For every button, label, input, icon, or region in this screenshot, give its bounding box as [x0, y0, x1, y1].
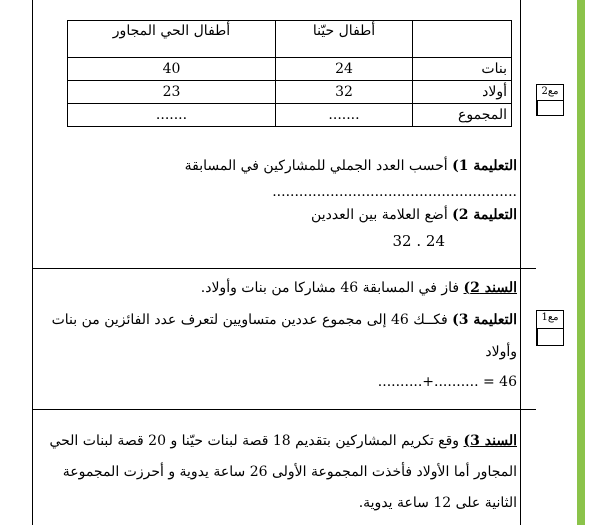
sanad-3-line-1: [49, 433, 517, 449]
task-3-continuation: وأولاد: [485, 344, 517, 360]
green-margin-bar: [577, 0, 585, 525]
score-cell[interactable]: [537, 329, 551, 346]
score-box-1: [536, 84, 564, 116]
data-table: [67, 20, 512, 127]
score-cell[interactable]: [537, 101, 551, 116]
table-header-cell: أطفال الحي المجاور: [68, 21, 276, 58]
row-label: أولاد: [413, 81, 512, 104]
sanad-3-line-2: المجاور أما الأولاد فأخذت المجموعة الأولى 26 ساعة يدوية و أحرزت المجموعة: [62, 464, 517, 480]
task-1-text: أحسب العدد الجملي للمشاركين في المسابقة: [184, 158, 453, 174]
sanad-3-line-3: الثانية على 12 ساعة يدوية.: [358, 495, 517, 511]
table-cell: .......: [68, 104, 276, 127]
task-1-answer-line[interactable]: .......................................................: [272, 184, 517, 200]
table-header-row: [68, 21, 512, 58]
table-cell: .......: [276, 104, 413, 127]
score-box-cells[interactable]: [537, 329, 563, 346]
sanad-2: [201, 280, 517, 296]
task-1-label: التعليمة 1): [452, 158, 517, 174]
task-2-label: التعليمة 2): [452, 207, 517, 223]
task-2: [311, 207, 517, 223]
table-cell: 32: [276, 81, 413, 104]
score-cell[interactable]: [551, 329, 564, 346]
table-cell: 24: [276, 58, 413, 81]
table-row: [68, 104, 512, 127]
score-box-label: مع2: [537, 85, 563, 101]
task-2-text: أضع العلامة بين العددين: [311, 207, 453, 223]
section-divider-1: [33, 268, 536, 269]
left-border: [32, 0, 33, 525]
decomposition-answer[interactable]: 46 = ..........+..........: [377, 374, 517, 390]
sanad-3-text-1: وقع تكريم المشاركين بتقديم 18 قصة لبنات حيّنا و 20 قصة لبنات الحي: [49, 433, 464, 449]
table-header-cell: أطفال حيّنا: [276, 21, 413, 58]
section-divider-2: [33, 409, 536, 410]
sanad-2-text: فاز في المسابقة 46 مشاركا من بنات وأولاد.: [200, 280, 464, 296]
table-cell: 23: [68, 81, 276, 104]
right-border: [520, 0, 521, 525]
score-box-cells[interactable]: [537, 101, 563, 116]
row-label: المجموع: [413, 104, 512, 127]
task-3-label: التعليمة 3): [452, 312, 517, 328]
compare-numbers[interactable]: 32 . 24: [392, 232, 445, 250]
table-row: [68, 81, 512, 104]
task-1: [185, 158, 517, 174]
table-cell: 40: [68, 58, 276, 81]
table-header-cell: [413, 21, 512, 58]
score-cell[interactable]: [551, 101, 564, 116]
sanad-3-label: السند 3): [463, 433, 517, 449]
score-box-label: مع1: [537, 311, 563, 329]
task-3: [52, 312, 517, 328]
score-box-2: [536, 310, 564, 346]
sanad-2-label: السند 2): [463, 280, 517, 296]
row-label: بنات: [413, 58, 512, 81]
task-3-text: فكــك 46 إلى مجموع عددين متساويين لتعرف عدد الفائزين من بنات: [51, 312, 453, 328]
table-row: [68, 58, 512, 81]
